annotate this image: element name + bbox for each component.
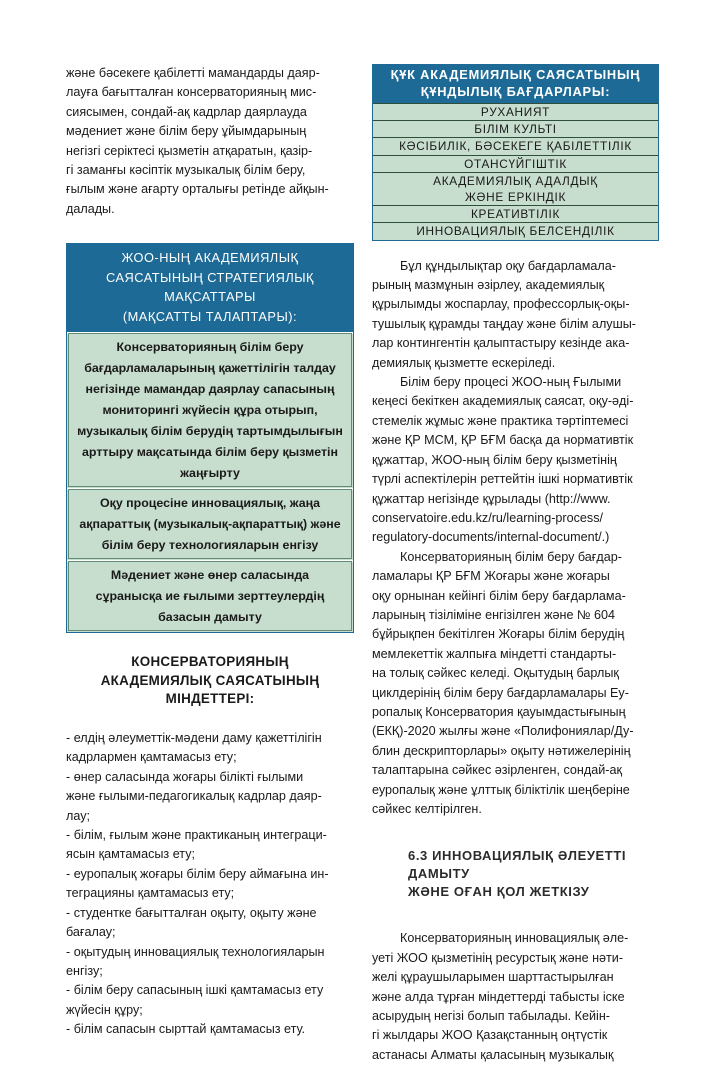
tasks-heading: [66, 653, 354, 709]
text-line: стемелік жұмыс және практика тәртіптемесі: [372, 413, 629, 428]
strategic-goal-item: Консерваторияның білім беру бағдарламаларының қажеттілігін талдау негізінде мамандар даярлау сапасының мониторингі жүйесін құра отырып, музыкалық білім берудің тартымдылығын арттыру мақсатында білім беру қызметін жаңғырту: [67, 332, 353, 488]
text-line: - еуропалық жоғары білім беру аймағына ин-: [66, 866, 329, 881]
text-line: АКАДЕМИЯЛЫҚ САЯСАТЫНЫҢ: [100, 672, 320, 688]
text-line: лар контингентін қалыптастыру кезінде ака-: [372, 336, 630, 351]
text-line: бағалау;: [66, 925, 116, 940]
value-item: АКАДЕМИЯЛЫҚ АДАЛДЫҚ ЖӘНЕ ЕРКІНДІК: [373, 172, 658, 205]
text-line: (МАҚСАТТЫ ТАЛАПТАРЫ):: [122, 308, 298, 324]
text-line: МАҚСАТТАРЫ: [164, 289, 256, 305]
section-title: [408, 847, 659, 901]
strategic-goal-item: Мәдениет және өнер саласында сұранысқа ие ғылыми зерттеулердің базасын дамыту: [67, 560, 353, 632]
text-line: кадрлармен қамтамасыз ету;: [66, 750, 237, 765]
education-process-paragraph: [372, 373, 659, 548]
text-line: құжаттар негізінде құрылады (http://www.: [372, 491, 611, 506]
strategic-goal-item: Оқу процесіне инновациялық, жаңа ақпараттық (музыкалық-ақпараттық) және білім беру технологияларын енгізу: [67, 488, 353, 560]
right-column: [372, 64, 659, 1065]
text-line: құжаттар, ЖОО-ның білім беру қызметінің: [372, 452, 617, 467]
text-line: блин дескрипторлары» оқыту нәтижелерінің: [372, 743, 631, 758]
text-line: гі заманғы кәсіптік музыкалық білім беру,: [66, 163, 306, 178]
text-line: regulatory-documents/internal-document/.): [372, 530, 610, 545]
text-line: және бәсекеге қабілетті мамандарды даяр-: [66, 66, 320, 80]
text-line: 6.3 ИННОВАЦИЯЛЫҚ ӘЛЕУЕТТІ ДАМЫТУ: [408, 848, 627, 882]
innovation-paragraph: [372, 929, 659, 1065]
text-line: на толық сәйкес келеді. Оқытудың барлық: [372, 666, 619, 681]
text-line: лауға бағытталған консерваторияның мис-: [66, 85, 317, 100]
text-line: теграцияны қамтамасыз ету;: [66, 886, 235, 901]
text-line: лау;: [66, 808, 91, 823]
text-line: далады.: [66, 201, 115, 216]
text-line: (ЕКҚ)-2020 жылғы және «Полифониялар/Ду-: [372, 724, 634, 739]
text-line: кеңесі бекіткен академиялық саясат, оқу-әді-: [372, 394, 634, 409]
text-line: conservatoire.edu.kz/ru/learning-process/: [372, 510, 603, 525]
text-line: ҚҰНДЫЛЫҚ БАҒДАРЛАРЫ:: [420, 83, 611, 99]
text-line: құрылымды жоспарлау, профессорлық-оқы-: [372, 297, 630, 312]
text-line: - білім, ғылым және практиканың интеграци-: [66, 828, 327, 843]
text-line: ЖӘНЕ ОҒАН ҚОЛ ЖЕТКІЗУ: [408, 884, 590, 900]
text-line: талаптарына сәйкес әзірленген, сондай-ақ: [372, 763, 622, 778]
strategic-goals-box: [66, 243, 354, 633]
text-line: САЯСАТЫНЫҢ СТРАТЕГИЯЛЫҚ: [106, 269, 314, 285]
text-line: ғылым және ағарту орталығы ретінде айқын-: [66, 182, 329, 197]
text-line: түрлі аспектілерін реттейтін ішкі нормативтік: [372, 472, 633, 487]
text-line: енгізу;: [66, 963, 103, 978]
text-line: ропалық Консерватория қауымдастығының: [372, 704, 626, 719]
text-line: негізгі серіктесі қызметін атқаратын, қазір-: [66, 143, 313, 158]
value-orientations-box: [372, 64, 659, 241]
text-line: оқу орнынан кейінгі білім беру бағдарлама-: [372, 588, 626, 603]
text-line: Консерваторияның инновациялық әле-: [400, 931, 629, 946]
value-item: КӘСІБИЛІК, БӘСЕКЕГЕ ҚАБІЛЕТТІЛІК: [373, 137, 658, 154]
value-item: ОТАНСҮЙГІШТІК: [373, 155, 658, 172]
text-line: асырудың негізі болып табылады. Кейін-: [372, 1009, 610, 1024]
text-line: мәдениет және білім беру ұйымдарының: [66, 124, 307, 139]
text-line: МІНДЕТТЕРІ:: [165, 691, 255, 707]
text-line: және ҚР МСМ, ҚР БҒМ басқа да нормативтік: [372, 433, 634, 448]
text-line: желі құраушыларымен шарттастырылған: [372, 970, 614, 985]
text-line: демиялық қызметте ескеріледі.: [372, 355, 556, 370]
text-line: ЖОО-НЫҢ АКАДЕМИЯЛЫҚ: [121, 250, 299, 266]
text-line: жүйесін құру;: [66, 1002, 143, 1017]
text-line: КОНСЕРВАТОРИЯНЫҢ: [131, 654, 289, 670]
text-line: ларының тізіліміне енгізілген және № 604: [372, 607, 616, 622]
text-line: мемлекеттік жалпыға міндетті стандарты-: [372, 646, 617, 661]
text-line: - өнер саласында жоғары білікті ғылыми: [66, 769, 304, 784]
text-line: циклдерінің білім беру бағдарламалары Еу-: [372, 685, 629, 700]
text-line: Консерваторияның білім беру бағдар-: [400, 549, 622, 564]
strategic-goals-header: [67, 244, 353, 332]
text-line: еуропалық және ұлттық біліктілік шеңберіне: [372, 782, 630, 797]
values-paragraph: [372, 257, 659, 373]
value-item: РУХАНИЯТ: [373, 103, 658, 120]
text-line: ламалары ҚР БҒМ Жоғары және жоғары: [372, 569, 610, 584]
text-line: астанасы Алматы қаласының музыкалық: [372, 1047, 614, 1062]
programs-paragraph: [372, 548, 659, 820]
left-column: [66, 64, 354, 1040]
text-line: - студентке бағытталған оқыту, оқыту және: [66, 905, 317, 920]
text-line: ҚҰК АКАДЕМИЯЛЫҚ САЯСАТЫНЫҢ: [390, 67, 641, 82]
text-line: Бұл құндылықтар оқу бағдарламала-: [400, 258, 616, 273]
text-line: тушылық құрамды таңдау және білім алушы-: [372, 316, 636, 331]
tasks-list: [66, 729, 354, 1040]
text-line: сиясымен, сондай-ақ кадрлар даярлауда: [66, 104, 307, 119]
value-item: БІЛІМ КУЛЬТІ: [373, 120, 658, 137]
text-line: - оқытудың инновациялық технологияларын: [66, 944, 325, 959]
text-line: бұйрықпен бекітілген Жоғары білім берудің: [372, 627, 625, 642]
intro-paragraph: [66, 64, 354, 219]
text-line: сәйкес келтірілген.: [372, 802, 482, 816]
value-orientations-header: [373, 65, 658, 103]
value-item: КРЕАТИВТІЛІК: [373, 205, 658, 222]
text-line: - білім сапасын сырттай қамтамасыз ету.: [66, 1022, 306, 1037]
text-line: және алда тұрған міндеттерді табысты іске: [372, 989, 625, 1004]
text-line: уеті ЖОО қызметінің ресурстық және нәти-: [372, 950, 624, 965]
text-line: және ғылыми-педагогикалық кадрлар даяр-: [66, 789, 322, 804]
value-item: ИННОВАЦИЯЛЫҚ БЕЛСЕНДІЛІК: [373, 222, 658, 239]
text-line: рының мазмұнын әзірлеу, академиялық: [372, 278, 605, 293]
text-line: Білім беру процесі ЖОО-ның Ғылыми: [400, 375, 622, 390]
text-line: - білім беру сапасының ішкі қамтамасыз ету: [66, 983, 324, 998]
text-line: ясын қамтамасыз ету;: [66, 847, 195, 862]
text-line: гі жылдары ЖОО Қазақстанның оңтүстік: [372, 1028, 608, 1043]
text-line: - елдің әлеуметтік-мәдени даму қажеттілігін: [66, 731, 322, 746]
